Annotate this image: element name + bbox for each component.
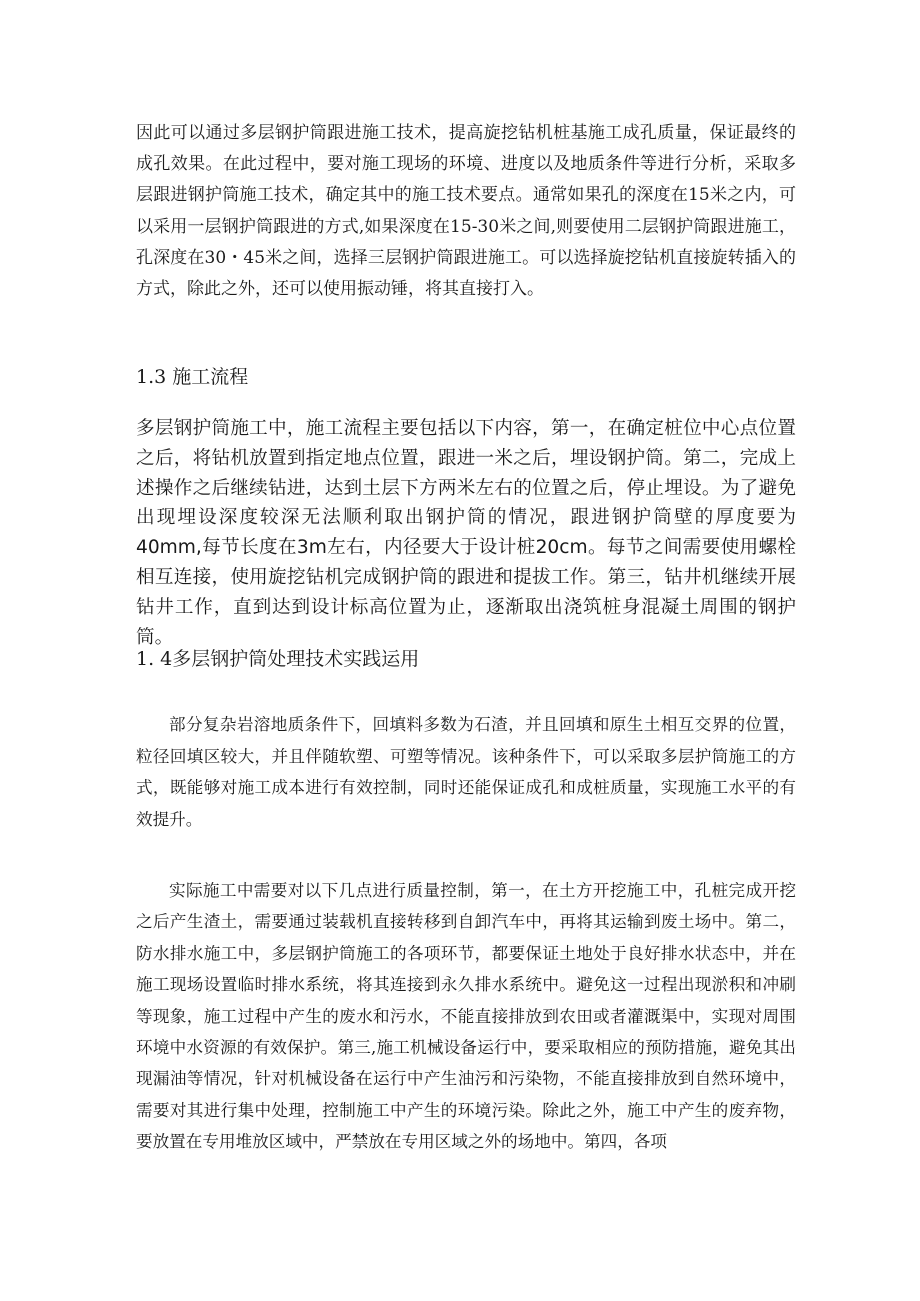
paragraph-karst-geology: 部分复杂岩溶地质条件下，回填料多数为石渣，并且回填和原生土相互交界的位置，粒径回填区较大，并且伴随软塑、可塑等情况。该种条件下，可以采取多层护筒施工的方式，既能够对施工成本进行有效控制，同时还能保证成孔和成桩质量，实现施工水平的有效提升。 [136,715,796,829]
paragraph-quality-control: 实际施工中需要对以下几点进行质量控制，第一，在土方开挖施工中，孔桩完成开挖之后产生渣土，需要通过装载机直接转移到自卸汽车中，再将其运输到废土场中。第二，防水排水施工中，多层钢护筒施工的各项环节，都要保证土地处于良好排水状态中，并在施工现场设置临时排水系统，将其连接到永久排水系统中。避免这一过程出现淤积和冲刷等现象，施工过程中产生的废水和污水，不能直接排放到农田或者灌溉渠中，实现对周围环境中水资源的有效保护。第三,施工机械设备运行中，要采取相应的预防措施，避免其出现漏油等情况，针对机械设备在运行中产生油污和污染物，不能直接排放到自然环境中，需要对其进行集中处理，控制施工中产生的环境污染。除此之外，施工中产生的废弃物，要放置在专用堆放区域中，严禁放在专用区域之外的场地中。第四，各项 [136,881,796,1152]
section-heading-1-4: 1. 4多层钢护筒处理技术实践运用 [136,648,420,670]
paragraph-casing-depth-methods: 因此可以通过多层钢护筒跟进施工技术，提高旋挖钻机桩基施工成孔质量，保证最终的成孔效果。在此过程中，要对施工现场的环境、进度以及地质条件等进行分析，采取多层跟进钢护筒施工技术，确定其中的施工技术要点。通常如果孔的深度在15米之内，可以采用一层钢护筒跟进的方式,如果深度在15-30米之间,则要使用二层钢护筒跟进施工，孔深度在30・45米之间，选择三层钢护筒跟进施工。可以选择旋挖钻机直接旋转插入的方式，除此之外，还可以使用振动锤，将其直接打入。 [136,123,796,300]
paragraph-construction-process: 多层钢护筒施工中，施工流程主要包括以下内容，第一，在确定桩位中心点位置之后，将钻机放置到指定地点位置，跟进一米之后，埋设钢护筒。第二，完成上述操作之后继续钻进，达到土层下方两米左右的位置之后，停止埋设。为了避免出现埋设深度较深无法顺利取出钢护筒的情况，跟进钢护筒壁的厚度要为40mm,每节长度在3m左右，内径要大于设计桩20cm。每节之间需要使用螺栓相互连接，使用旋挖钻机完成钢护筒的跟进和提拔工作。第三，钻井机继续开展钻井工作，直到达到设计标高位置为止，逐渐取出浇筑桩身混凝土周围的钢护筒。 [136,418,796,648]
section-heading-1-3: 1.3 施工流程 [136,366,249,388]
